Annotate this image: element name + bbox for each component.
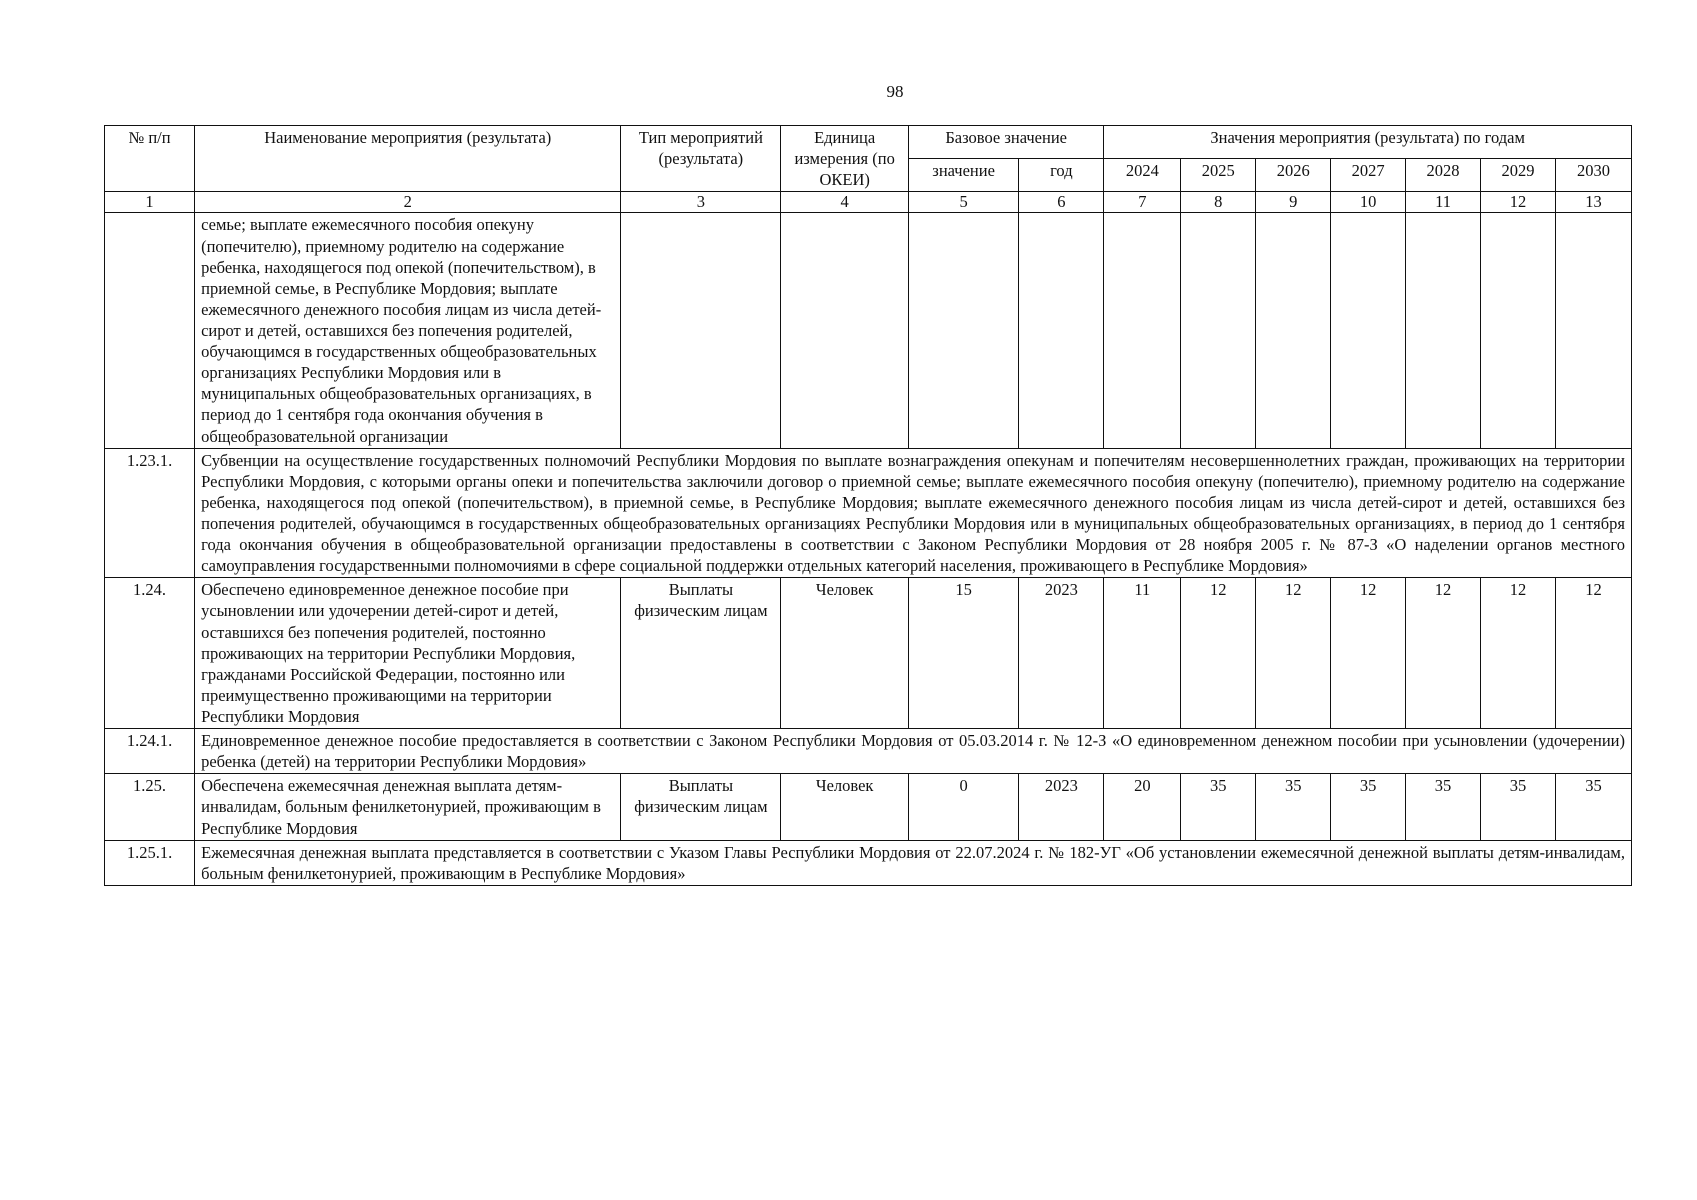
header-year: 2024 <box>1104 159 1181 192</box>
column-number: 1 <box>105 192 195 213</box>
column-number: 11 <box>1406 192 1481 213</box>
row-type: Выплаты физическим лицам <box>621 774 781 840</box>
table-row <box>105 213 1632 448</box>
row-type: Выплаты физическим лицам <box>621 578 781 729</box>
header-year: 2025 <box>1181 159 1256 192</box>
header-type: Тип мероприятий (результата) <box>621 126 781 192</box>
row-base-value: 15 <box>908 578 1018 729</box>
row-name: семье; выплате ежемесячного пособия опекуну (попечителю), приемному родителю на содержание ребенка, находящегося под опекой (попечительством), в приемной семье, в Республике Мордовия; выплате ежемесячного денежного пособия лицам из числа детей-сирот и детей, оставшихся без попечения родителей, обучающимся в государственных общеобразовательных организациях Республики Мордовия или в муниципальных общеобразовательных организациях, в период до 1 сентября года окончания обучения в общеобразовательной организации <box>195 213 621 448</box>
table-row <box>105 448 1632 578</box>
header-year: 2030 <box>1555 159 1631 192</box>
measures-table <box>104 125 1632 886</box>
row-base-year: 2023 <box>1019 578 1104 729</box>
column-number: 12 <box>1481 192 1556 213</box>
row-year-value: 35 <box>1181 774 1256 840</box>
row-num <box>105 213 195 448</box>
row-num: 1.23.1. <box>105 448 195 578</box>
row-name: Обеспечена ежемесячная денежная выплата детям-инвалидам, больным фенилкетонурией, проживающим в Республике Мордовия <box>195 774 621 840</box>
row-year-value: 35 <box>1555 774 1631 840</box>
column-number-row <box>105 192 1632 213</box>
header-num: № п/п <box>105 126 195 192</box>
row-num: 1.25.1. <box>105 840 195 885</box>
row-description: Ежемесячная денежная выплата представляется в соответствии с Указом Главы Республики Мордовия от 22.07.2024 г. № 182-УГ «Об установлении ежемесячной денежной выплаты детям-инвалидам, больным фенилкетонурией, проживающим в Республике Мордовия» <box>195 840 1632 885</box>
row-year-value: 35 <box>1406 774 1481 840</box>
header-row-1 <box>105 126 1632 159</box>
row-num: 1.24.1. <box>105 729 195 774</box>
header-year: 2028 <box>1406 159 1481 192</box>
table-row <box>105 729 1632 774</box>
table-row <box>105 774 1632 840</box>
page-number: 98 <box>886 82 904 101</box>
row-year-value: 12 <box>1181 578 1256 729</box>
row-num: 1.25. <box>105 774 195 840</box>
row-year-value: 35 <box>1481 774 1556 840</box>
row-year-value: 12 <box>1256 578 1331 729</box>
table-row <box>105 840 1632 885</box>
header-base: Базовое значение <box>908 126 1103 159</box>
header-name: Наименование мероприятия (результата) <box>195 126 621 192</box>
row-description: Единовременное денежное пособие предоставляется в соответствии с Законом Республики Мордовия от 05.03.2014 г. № 12-З «О единовременном денежном пособии при усыновлении (удочерении) ребенка (детей) на территории Республики Мордовия» <box>195 729 1632 774</box>
row-year-value: 12 <box>1555 578 1631 729</box>
row-num: 1.24. <box>105 578 195 729</box>
header-year: 2029 <box>1481 159 1556 192</box>
header-base-year: год <box>1019 159 1104 192</box>
row-base-year: 2023 <box>1019 774 1104 840</box>
row-unit: Человек <box>781 774 909 840</box>
column-number: 6 <box>1019 192 1104 213</box>
row-year-value: 12 <box>1406 578 1481 729</box>
row-base-value: 0 <box>908 774 1018 840</box>
row-year-value: 12 <box>1481 578 1556 729</box>
column-number: 9 <box>1256 192 1331 213</box>
column-number: 13 <box>1555 192 1631 213</box>
row-year-value: 12 <box>1331 578 1406 729</box>
header-unit: Единица измерения (по ОКЕИ) <box>781 126 909 192</box>
column-number: 5 <box>908 192 1018 213</box>
row-name: Обеспечено единовременное денежное пособие при усыновлении или удочерении детей-сирот и детей, оставшихся без попечения родителей, постоянно проживающих на территории Республики Мордовия, гражданами Российской Федерации, постоянно или преимущественно проживающими на территории Республики Мордовия <box>195 578 621 729</box>
row-year-value: 35 <box>1331 774 1406 840</box>
row-year-value: 35 <box>1256 774 1331 840</box>
header-base-value: значение <box>908 159 1018 192</box>
row-description: Субвенции на осуществление государственных полномочий Республики Мордовия по выплате вознаграждения опекунам и попечителям несовершеннолетних граждан, проживающих на территории Республики Мордовия, с которыми органы опеки и попечительства заключили договор о приемной семье; выплате ежемесячного пособия опекуну (попечителю), приемному родителю на содержание ребенка, находящегося под опекой (попечительством), в приемной семье, в Республике Мордовия; выплате ежемесячного денежного пособия лицам из числа детей-сирот и детей, оставшихся без попечения родителей, обучающимся в государственных общеобразовательных организациях Республики Мордовия или в муниципальных общеобразовательных организациях, в период до 1 сентября года окончания обучения в общеобразовательной организации предоставлены в соответствии с Законом Республики Мордовия от 28 ноября 2005 г. № 87-З «О наделении органов местного самоуправления государственными полномочиями в сфере социальной поддержки отдельных категорий населения, проживающего в Республике Мордовия» <box>195 448 1632 578</box>
column-number: 7 <box>1104 192 1181 213</box>
column-number: 8 <box>1181 192 1256 213</box>
table-row <box>105 578 1632 729</box>
header-years: Значения мероприятия (результата) по годам <box>1104 126 1632 159</box>
header-year: 2026 <box>1256 159 1331 192</box>
row-year-value: 20 <box>1104 774 1181 840</box>
column-number: 2 <box>195 192 621 213</box>
row-year-value: 11 <box>1104 578 1181 729</box>
column-number: 10 <box>1331 192 1406 213</box>
header-year: 2027 <box>1331 159 1406 192</box>
column-number: 3 <box>621 192 781 213</box>
row-unit: Человек <box>781 578 909 729</box>
column-number: 4 <box>781 192 909 213</box>
